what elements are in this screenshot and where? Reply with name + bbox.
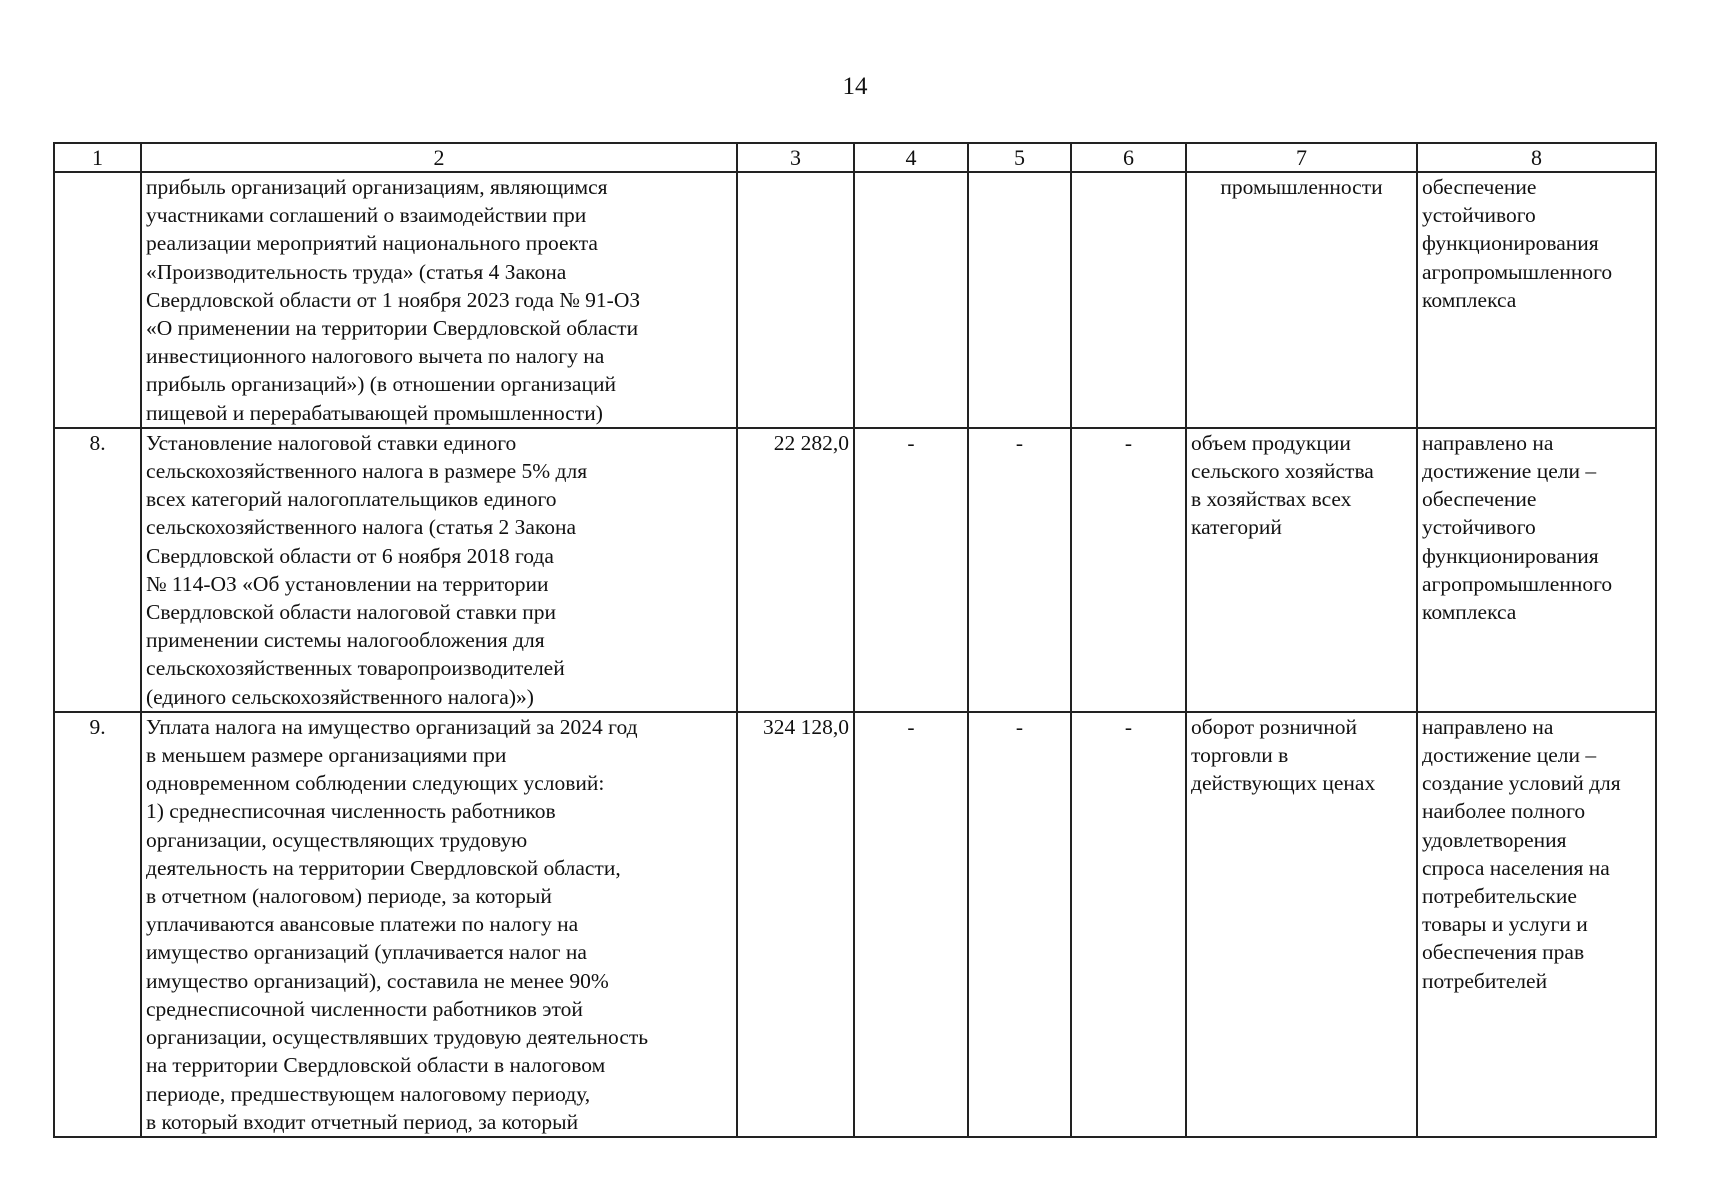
description-line: «Производительность труда» (статья 4 Закона	[146, 259, 567, 284]
column-header-1: 1	[54, 143, 141, 172]
goal-line: спроса населения на	[1422, 855, 1610, 880]
goal-line: комплекса	[1422, 600, 1517, 625]
description-line: Свердловской области от 6 ноября 2018 года	[146, 543, 554, 568]
goal-line: функционирования	[1422, 231, 1599, 256]
indicator-cell	[1186, 428, 1417, 712]
goal-line: функционирования	[1422, 543, 1599, 568]
description-line: периоде, предшествующем налоговому периоду,	[146, 1081, 591, 1106]
description-line: реализации мероприятий национального проекта	[146, 231, 598, 256]
col4-cell: -	[854, 712, 968, 1137]
description-line: имущество организаций (уплачивается налог на	[146, 940, 587, 965]
description-line: применении системы налогообложения для	[146, 628, 545, 653]
measure-description	[141, 712, 737, 1137]
goal-line: удовлетворения	[1422, 827, 1567, 852]
col5-cell: -	[968, 712, 1071, 1137]
goal-line: обеспечения прав	[1422, 940, 1585, 965]
description-line: Установление налоговой ставки единого	[146, 430, 517, 455]
goal-line: устойчивого	[1422, 203, 1536, 228]
goal-line: обеспечение	[1422, 487, 1537, 512]
description-line: имущество организаций), составила не менее 90%	[146, 968, 609, 993]
goal-line: устойчивого	[1422, 515, 1536, 540]
description-line: 1) среднесписочная численность работников	[146, 799, 556, 824]
description-line: Свердловской области налоговой ставки при	[146, 600, 556, 625]
table-row	[54, 712, 1656, 1137]
description-line: Уплата налога на имущество организаций за 2024 год	[146, 714, 638, 739]
amount-cell: 22 282,0	[737, 428, 854, 712]
goal-line: достижение цели –	[1422, 743, 1597, 768]
col5-cell	[968, 172, 1071, 428]
description-line: № 114-ОЗ «Об установлении на территории	[146, 571, 549, 596]
indicator-line: сельского хозяйства	[1191, 459, 1374, 484]
indicator-cell	[1186, 712, 1417, 1137]
column-header-7: 7	[1186, 143, 1417, 172]
indicator-line: в хозяйствах всех	[1191, 487, 1352, 512]
description-line: (единого сельскохозяйственного налога)»)	[146, 684, 534, 709]
description-line: организации, осуществляющих трудовую	[146, 827, 528, 852]
col5-cell: -	[968, 428, 1071, 712]
description-line: в меньшем размере организациями при	[146, 743, 507, 768]
goal-line: комплекса	[1422, 287, 1517, 312]
description-line: в который входит отчетный период, за который	[146, 1109, 579, 1134]
goal-line: агропромышленного	[1422, 259, 1613, 284]
indicator-line: торговли в	[1191, 743, 1289, 768]
goal-cell	[1417, 428, 1656, 712]
col6-cell: -	[1071, 428, 1186, 712]
description-line: всех категорий налогоплательщиков единого	[146, 487, 557, 512]
goal-line: потребителей	[1422, 968, 1548, 993]
goal-cell	[1417, 712, 1656, 1137]
description-line: одновременном соблюдении следующих условий:	[146, 771, 605, 796]
indicator-line: промышленности	[1220, 175, 1383, 199]
measure-description	[141, 172, 737, 428]
amount-cell	[737, 172, 854, 428]
goal-line: создание условий для	[1422, 771, 1621, 796]
description-line: сельскохозяйственного налога (статья 2 Закона	[146, 515, 577, 540]
goal-line: потребительские	[1422, 884, 1577, 909]
column-header-3: 3	[737, 143, 854, 172]
column-header-5: 5	[968, 143, 1071, 172]
table-header-row	[54, 143, 1656, 172]
page-number: 14	[842, 73, 868, 100]
indicator-line: оборот розничной	[1191, 714, 1358, 739]
col4-cell	[854, 172, 968, 428]
row-number: 9.	[54, 712, 141, 1137]
indicator-line: объем продукции	[1191, 430, 1351, 455]
description-line: сельскохозяйственных товаропроизводителей	[146, 656, 565, 681]
goal-line: агропромышленного	[1422, 571, 1613, 596]
description-line: уплачиваются авансовые платежи по налогу на	[146, 912, 579, 937]
description-line: организации, осуществлявших трудовую деятельность	[146, 1025, 649, 1050]
column-header-4: 4	[854, 143, 968, 172]
col4-cell: -	[854, 428, 968, 712]
indicator-line: действующих ценах	[1191, 771, 1376, 796]
row-number	[54, 172, 141, 428]
table-row	[54, 172, 1656, 428]
indicator-line: категорий	[1191, 515, 1282, 540]
description-line: «О применении на территории Свердловской области	[146, 316, 639, 341]
description-line: прибыль организаций») (в отношении организаций	[146, 372, 616, 397]
description-line: инвестиционного налогового вычета по налогу на	[146, 344, 605, 369]
goal-line: направлено на	[1422, 430, 1554, 455]
description-line: пищевой и перерабатывающей промышленности)	[146, 400, 603, 425]
measure-description	[141, 428, 737, 712]
table-row	[54, 428, 1656, 712]
description-line: прибыль организаций организациям, являющимся	[146, 175, 608, 199]
goal-line: наиболее полного	[1422, 799, 1586, 824]
description-line: среднесписочной численности работников этой	[146, 996, 583, 1021]
description-line: Свердловской области от 1 ноября 2023 года № 91-ОЗ	[146, 287, 641, 312]
goal-line: достижение цели –	[1422, 459, 1597, 484]
row-number: 8.	[54, 428, 141, 712]
goal-line: обеспечение	[1422, 175, 1537, 199]
goal-line: направлено на	[1422, 714, 1554, 739]
column-header-2: 2	[141, 143, 737, 172]
description-line: участниками соглашений о взаимодействии при	[146, 203, 587, 228]
description-line: сельскохозяйственного налога в размере 5% для	[146, 459, 588, 484]
description-line: в отчетном (налоговом) периоде, за который	[146, 884, 552, 909]
description-line: деятельность на территории Свердловской области,	[146, 855, 621, 880]
description-line: на территории Свердловской области в налоговом	[146, 1053, 606, 1078]
column-header-6: 6	[1071, 143, 1186, 172]
goal-cell	[1417, 172, 1656, 428]
col6-cell	[1071, 172, 1186, 428]
amount-cell: 324 128,0	[737, 712, 854, 1137]
column-header-8: 8	[1417, 143, 1656, 172]
col6-cell: -	[1071, 712, 1186, 1137]
goal-line: товары и услуги и	[1422, 912, 1588, 937]
tax-benefits-table	[53, 142, 1657, 1138]
indicator-cell	[1186, 172, 1417, 428]
